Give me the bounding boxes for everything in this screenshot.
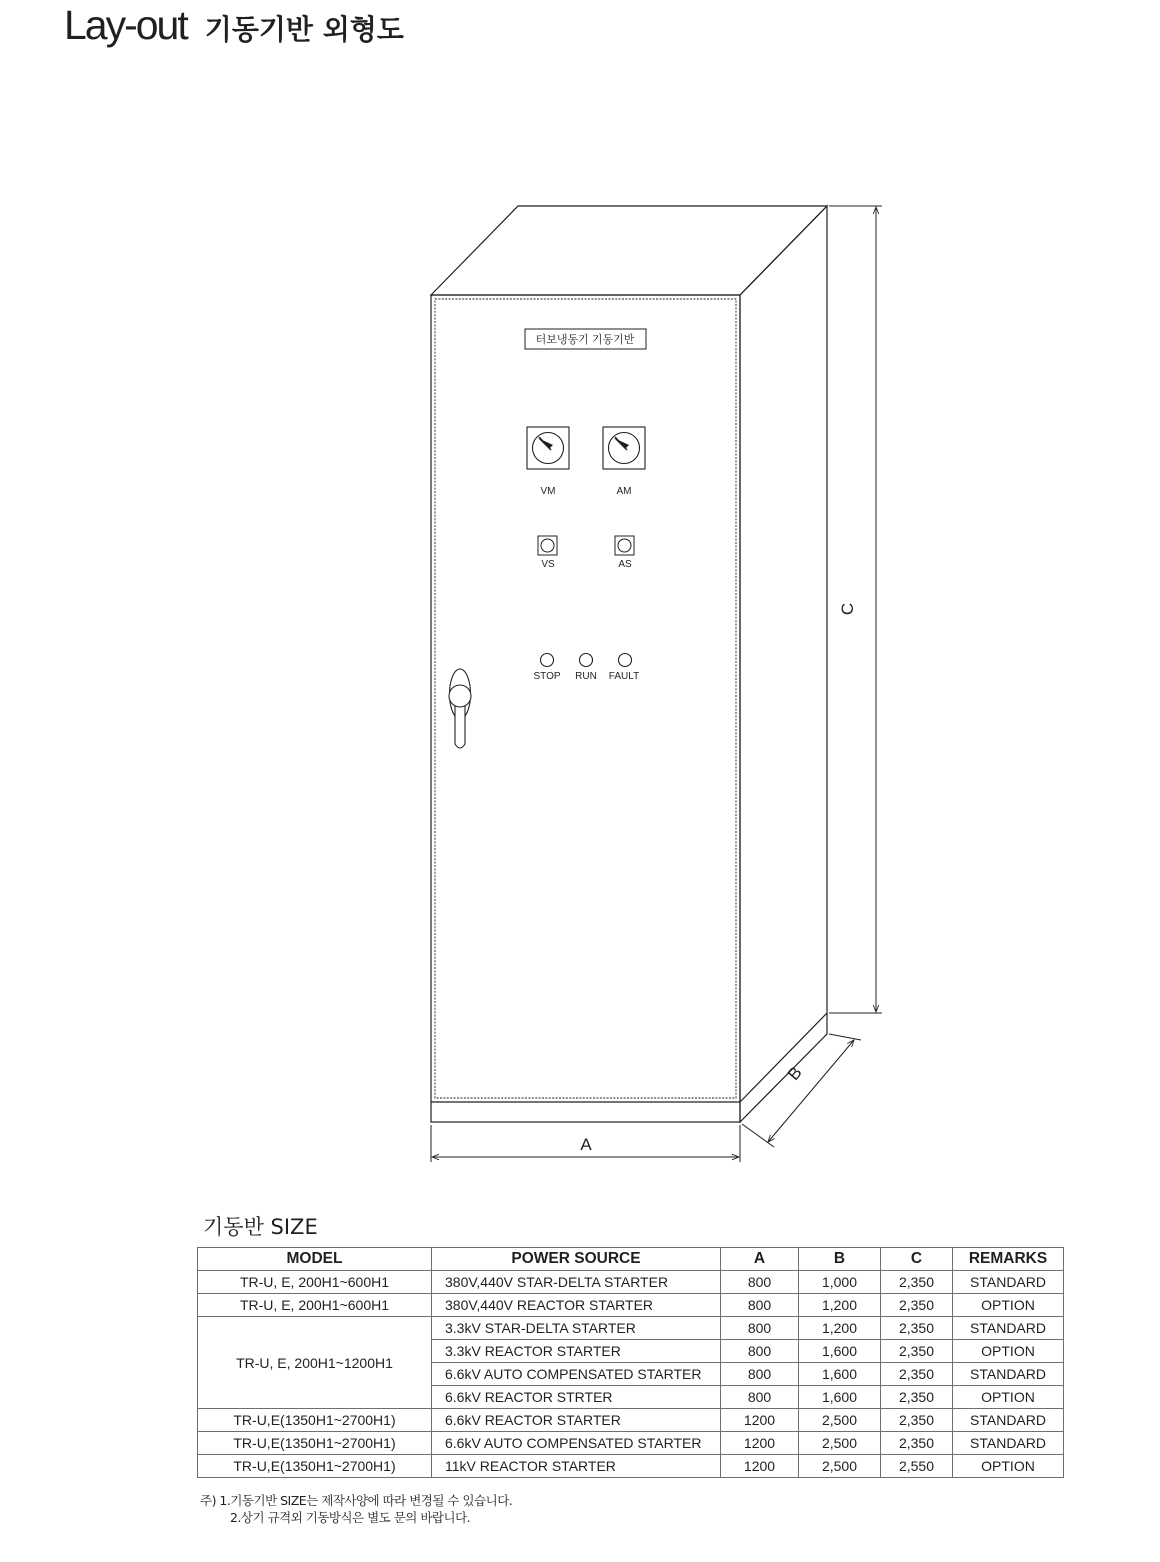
cell-remarks: OPTION — [953, 1340, 1064, 1363]
cell-b: 2,500 — [799, 1455, 881, 1478]
run-lamp — [580, 654, 593, 667]
page-title-ko: 기동기반 외형도 — [204, 13, 404, 46]
cell-model: TR-U, E, 200H1~600H1 — [198, 1271, 432, 1294]
cell-b: 1,200 — [799, 1294, 881, 1317]
table-row — [198, 1455, 1064, 1478]
cell-power-source: 11kV REACTOR STARTER — [432, 1455, 721, 1478]
cabinet-door — [435, 299, 736, 1098]
cell-b: 2,500 — [799, 1432, 881, 1455]
voltmeter — [527, 427, 569, 469]
table-row — [198, 1432, 1064, 1455]
table-header-row — [198, 1248, 1064, 1271]
cell-remarks: STANDARD — [953, 1432, 1064, 1455]
cell-remarks: OPTION — [953, 1386, 1064, 1409]
cell-model: TR-U,E(1350H1~2700H1) — [198, 1432, 432, 1455]
cell-power-source: 380V,440V STAR-DELTA STARTER — [432, 1271, 721, 1294]
cabinet-side-face — [740, 206, 827, 1122]
cell-c: 2,350 — [881, 1271, 953, 1294]
cell-remarks: STANDARD — [953, 1363, 1064, 1386]
size-table-title: 기동반 SIZE — [203, 1215, 318, 1239]
cell-power-source: 3.3kV REACTOR STARTER — [432, 1340, 721, 1363]
stop-lamp-label: STOP — [533, 671, 561, 682]
cell-model: TR-U, E, 200H1~600H1 — [198, 1294, 432, 1317]
cell-a: 800 — [721, 1294, 799, 1317]
voltmeter-switch-label: VS — [541, 559, 555, 570]
size-table — [197, 1247, 1064, 1478]
table-row — [198, 1294, 1064, 1317]
cell-a: 800 — [721, 1340, 799, 1363]
nameplate-text: 터보냉동기 기동기반 — [535, 334, 635, 346]
footnote-2: 2.상기 규격외 기동방식은 별도 문의 바랍니다. — [230, 1510, 471, 1525]
header-c: C — [881, 1248, 953, 1271]
cell-b: 1,600 — [799, 1363, 881, 1386]
header-remarks: REMARKS — [953, 1248, 1064, 1271]
ammeter-switch-label: AS — [618, 559, 632, 570]
dimension-a-label: A — [580, 1135, 592, 1154]
cabinet-top-face — [431, 206, 827, 295]
cell-b: 1,600 — [799, 1386, 881, 1409]
cell-a: 800 — [721, 1386, 799, 1409]
cell-c: 2,350 — [881, 1317, 953, 1340]
fault-lamp — [619, 654, 632, 667]
header-b: B — [799, 1248, 881, 1271]
page-title-en: Lay-out — [64, 2, 187, 48]
cell-power-source: 6.6kV AUTO COMPENSATED STARTER — [432, 1363, 721, 1386]
cell-remarks: OPTION — [953, 1294, 1064, 1317]
cell-model: TR-U, E, 200H1~1200H1 — [198, 1317, 432, 1409]
cell-b: 1,600 — [799, 1340, 881, 1363]
cell-c: 2,350 — [881, 1386, 953, 1409]
footnotes — [200, 1492, 512, 1526]
fault-lamp-label: FAULT — [608, 671, 640, 682]
voltmeter-label: VM — [540, 486, 556, 497]
cell-a: 800 — [721, 1317, 799, 1340]
cell-c: 2,350 — [881, 1363, 953, 1386]
cell-a: 800 — [721, 1363, 799, 1386]
cell-power-source: 380V,440V REACTOR STARTER — [432, 1294, 721, 1317]
cell-c: 2,350 — [881, 1340, 953, 1363]
table-row — [198, 1317, 1064, 1340]
cell-remarks: OPTION — [953, 1455, 1064, 1478]
table-row — [198, 1271, 1064, 1294]
cell-b: 2,500 — [799, 1409, 881, 1432]
dimension-b-label: B — [783, 1063, 806, 1084]
cabinet-base-side-line — [740, 1013, 827, 1102]
cell-c: 2,350 — [881, 1294, 953, 1317]
cell-remarks: STANDARD — [953, 1409, 1064, 1432]
table-row — [198, 1409, 1064, 1432]
dimension-b — [742, 1034, 861, 1147]
cell-remarks: STANDARD — [953, 1271, 1064, 1294]
cell-power-source: 6.6kV REACTOR STRTER — [432, 1386, 721, 1409]
cell-power-source: 3.3kV STAR-DELTA STARTER — [432, 1317, 721, 1340]
ammeter-switch — [615, 536, 634, 555]
ammeter — [603, 427, 645, 469]
door-handle — [449, 669, 471, 748]
header-power-source: POWER SOURCE — [432, 1248, 721, 1271]
stop-lamp — [541, 654, 554, 667]
cabinet-front-face — [431, 295, 740, 1122]
header-model: MODEL — [198, 1248, 432, 1271]
dimension-c-label: C — [838, 602, 857, 616]
voltmeter-switch — [538, 536, 557, 555]
cell-c: 2,350 — [881, 1432, 953, 1455]
footnote-1: 주) 1.기동기반 SIZE는 제작사양에 따라 변경될 수 있습니다. — [200, 1493, 513, 1508]
cell-power-source: 6.6kV AUTO COMPENSATED STARTER — [432, 1432, 721, 1455]
cell-power-source: 6.6kV REACTOR STARTER — [432, 1409, 721, 1432]
cell-c: 2,350 — [881, 1409, 953, 1432]
run-lamp-label: RUN — [575, 671, 597, 682]
cell-a: 1200 — [721, 1455, 799, 1478]
cell-model: TR-U,E(1350H1~2700H1) — [198, 1455, 432, 1478]
cell-a: 1200 — [721, 1432, 799, 1455]
cell-model: TR-U,E(1350H1~2700H1) — [198, 1409, 432, 1432]
cell-remarks: STANDARD — [953, 1317, 1064, 1340]
cell-a: 1200 — [721, 1409, 799, 1432]
cell-b: 1,200 — [799, 1317, 881, 1340]
ammeter-label: AM — [616, 486, 632, 497]
cell-c: 2,550 — [881, 1455, 953, 1478]
header-a: A — [721, 1248, 799, 1271]
cell-b: 1,000 — [799, 1271, 881, 1294]
cell-a: 800 — [721, 1271, 799, 1294]
